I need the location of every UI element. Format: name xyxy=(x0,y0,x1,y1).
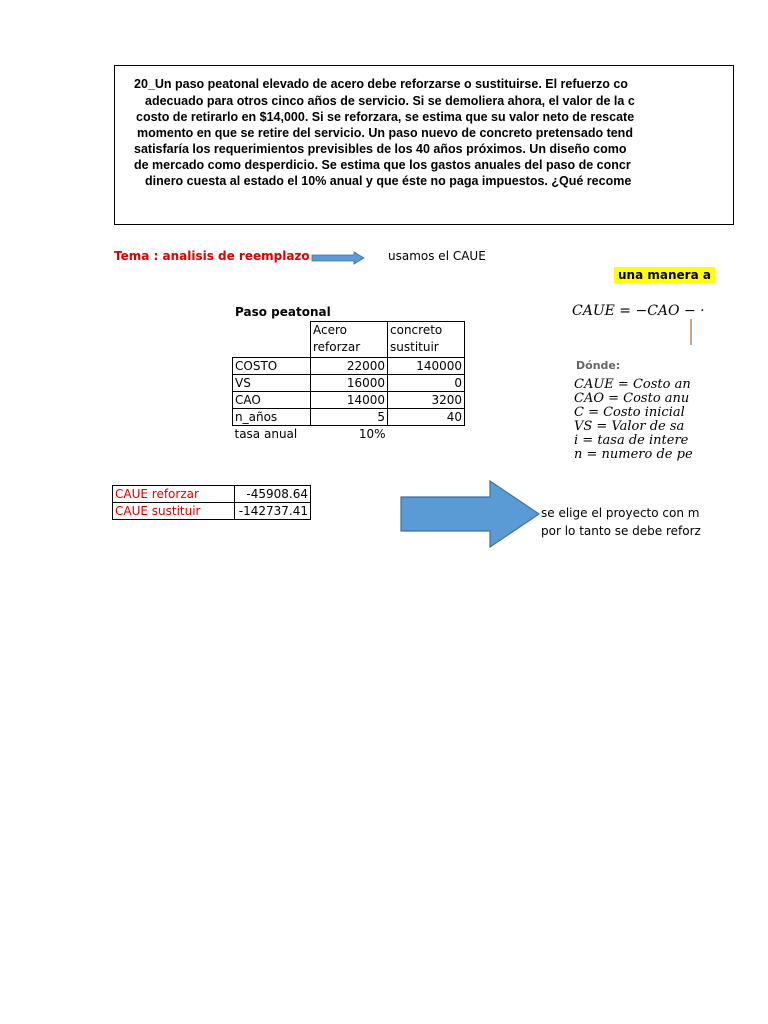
formula-def: n = numero de pe xyxy=(574,447,693,462)
conclusion-line: se elige el proyecto con m xyxy=(541,506,700,520)
table-row: tasa anual 10% xyxy=(234,427,386,442)
problem-line: satisfaría los requerimientos previsibles de los 40 años próximos. Un diseño como xyxy=(134,142,627,156)
highlight-note: una manera a xyxy=(614,267,715,283)
results-table xyxy=(112,485,311,520)
table-row: CAUE reforzar -45908.64 xyxy=(113,486,311,503)
formula-def: CAO = Costo anu xyxy=(574,391,690,406)
header-concreto: concreto sustituir xyxy=(388,322,465,358)
table-row: CAUE sustituir -142737.41 xyxy=(113,503,311,520)
formula-cursor xyxy=(690,319,692,345)
formula-main: CAUE = −CAO − · xyxy=(572,303,705,319)
problem-line: de mercado como desperdicio. Se estima que los gastos anuales del paso de concr xyxy=(134,158,631,172)
formula-def: VS = Valor de sa xyxy=(574,419,685,434)
problem-line: 20_Un paso peatonal elevado de acero debe reforzarse o sustituirse. El refuerzo co xyxy=(134,77,628,91)
conclusion-line: por lo tanto se debe reforz xyxy=(541,524,701,538)
formula-def: C = Costo inicial xyxy=(574,405,685,420)
donde-label: Dónde: xyxy=(576,359,621,372)
problem-line: costo de retirarlo en $14,000. Si se reforzara, se estima que su valor neto de rescate xyxy=(136,110,635,124)
table-row: VS 16000 0 xyxy=(233,375,465,392)
table-row: CAO 14000 3200 xyxy=(233,392,465,409)
big-arrow-icon xyxy=(400,480,540,548)
header-acero: Acero reforzar xyxy=(311,322,388,358)
table-row: n_años 5 40 xyxy=(233,409,465,426)
formula-def: i = tasa de intere xyxy=(574,433,689,448)
problem-line: adecuado para otros cinco años de servicio. Si se demoliera ahora, el valor de la c xyxy=(145,94,635,108)
table-title: Paso peatonal xyxy=(235,305,331,319)
formula-def: CAUE = Costo an xyxy=(574,377,691,392)
method-text: usamos el CAUE xyxy=(388,249,486,263)
tema-label: Tema : analisis de reemplazo xyxy=(114,249,310,263)
problem-line: momento en que se retire del servicio. Un paso nuevo de concreto pretensado tend xyxy=(137,126,633,140)
table-row: COSTO 22000 140000 xyxy=(233,358,465,375)
data-table xyxy=(232,321,465,443)
problem-line: dinero cuesta al estado el 10% anual y que éste no paga impuestos. ¿Qué recome xyxy=(145,174,632,188)
thin-arrow-icon xyxy=(312,252,364,264)
